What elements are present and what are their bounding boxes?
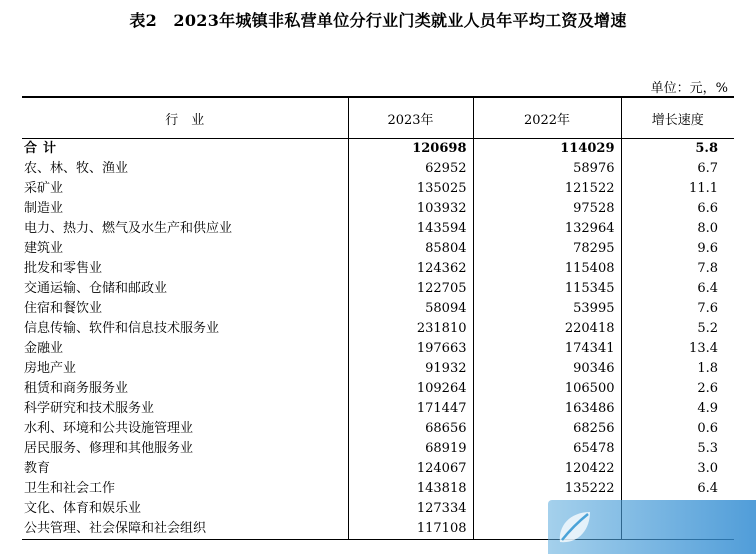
cell-2022: 68256 [473,419,621,439]
header-industry: 行 业 [165,112,205,128]
cell-industry: 采矿业 [24,181,64,196]
page-title: 表2 2023年城镇非私营单位分行业门类就业人员年平均工资及增速 [129,11,627,30]
cell-2023: 62952 [348,159,473,179]
cell-industry: 农、林、牧、渔业 [24,161,129,176]
table-row [22,399,734,419]
table-row [22,299,734,319]
cell-growth: 2.6 [621,379,734,399]
cell-industry: 教育 [24,461,51,476]
cell-growth: 1.8 [621,359,734,379]
cell-growth: 6.7 [621,159,734,179]
cell-industry: 文化、体育和娱乐业 [24,501,142,516]
cell-growth: 6.4 [621,279,734,299]
cell-2023: 58094 [348,299,473,319]
cell-2022: 65478 [473,439,621,459]
cell-2022: 135222 [473,479,621,499]
cell-growth: 9.6 [621,239,734,259]
cell-2022: 121522 [473,179,621,199]
cell-industry: 建筑业 [24,241,64,256]
cell-2023: 103932 [348,199,473,219]
table-row [22,439,734,459]
cell-2022: 120422 [473,459,621,479]
cell-2022: 53995 [473,299,621,319]
cell-industry: 住宿和餐饮业 [24,301,103,316]
cell-industry: 批发和零售业 [24,261,103,276]
cell-industry: 租赁和商务服务业 [24,381,129,396]
cell-industry: 水利、环境和公共设施管理业 [24,421,194,436]
cell-2023: 68656 [348,419,473,439]
cell-industry: 电力、热力、燃气及水生产和供应业 [24,221,233,236]
cell-growth: 8.0 [621,219,734,239]
cell-2022: 220418 [473,319,621,339]
cell-growth: 7.6 [621,299,734,319]
cell-2023: 231810 [348,319,473,339]
cell-2022: 115408 [473,259,621,279]
cell-industry: 制造业 [24,201,64,216]
cell-2022: 132964 [473,219,621,239]
table-header-row [22,97,734,139]
table-row [22,199,734,219]
cell-growth: 5.3 [621,439,734,459]
cell-growth: 6.6 [621,199,734,219]
cell-industry: 信息传输、软件和信息技术服务业 [24,321,220,336]
table-row [22,359,734,379]
cell-2023: 143818 [348,479,473,499]
cell-2023: 197663 [348,339,473,359]
table-row [22,219,734,239]
cell-2022: 58976 [473,159,621,179]
cell-growth: 7.8 [621,259,734,279]
cell-industry: 交通运输、仓储和邮政业 [24,281,168,296]
cell-2023: 171447 [348,399,473,419]
cell-growth: 13.4 [621,339,734,359]
unit-note: 单位：元，% [650,81,728,96]
cell-2022: 174341 [473,339,621,359]
cell-growth: 6.4 [621,479,734,499]
cell-growth: 3.0 [621,459,734,479]
watermark [548,500,756,554]
cell-industry: 科学研究和技术服务业 [24,401,155,416]
table-row [22,339,734,359]
table-row [22,379,734,399]
leaf-logo-icon [554,506,596,548]
cell-growth: 0.6 [621,419,734,439]
cell-2023: 117108 [348,519,473,540]
cell-industry: 公共管理、社会保障和社会组织 [24,521,207,536]
cell-2023: 68919 [348,439,473,459]
cell-2023: 135025 [348,179,473,199]
table-row [22,239,734,259]
cell-growth: 11.1 [621,179,734,199]
cell-growth: 4.9 [621,399,734,419]
cell-2023: 124067 [348,459,473,479]
cell-industry: 卫生和社会工作 [24,481,116,496]
table-row-total [22,139,734,160]
cell-2023: 127334 [348,499,473,519]
cell-2023: 120698 [348,139,473,160]
cell-growth: 5.2 [621,319,734,339]
cell-2023: 143594 [348,219,473,239]
cell-2023: 124362 [348,259,473,279]
cell-2022: 90346 [473,359,621,379]
cell-industry: 居民服务、修理和其他服务业 [24,441,194,456]
cell-2023: 91932 [348,359,473,379]
cell-industry: 房地产业 [24,361,77,376]
cell-2023: 85804 [348,239,473,259]
cell-industry: 合计 [24,141,63,156]
header-2022: 2022年 [473,97,621,139]
cell-2022: 163486 [473,399,621,419]
table-row [22,259,734,279]
cell-2023: 122705 [348,279,473,299]
table-row [22,419,734,439]
cell-2022: 106500 [473,379,621,399]
header-2023: 2023年 [348,97,473,139]
cell-2023: 109264 [348,379,473,399]
cell-industry: 金融业 [24,341,64,356]
table-row [22,179,734,199]
wage-table [22,96,734,540]
table-row [22,479,734,499]
table-row [22,459,734,479]
cell-growth: 5.8 [621,139,734,160]
cell-2022: 78295 [473,239,621,259]
cell-2022: 97528 [473,199,621,219]
cell-2022: 115345 [473,279,621,299]
table-row [22,319,734,339]
header-growth: 增长速度 [621,97,734,139]
table-row [22,279,734,299]
table-row [22,159,734,179]
cell-2022: 114029 [473,139,621,160]
